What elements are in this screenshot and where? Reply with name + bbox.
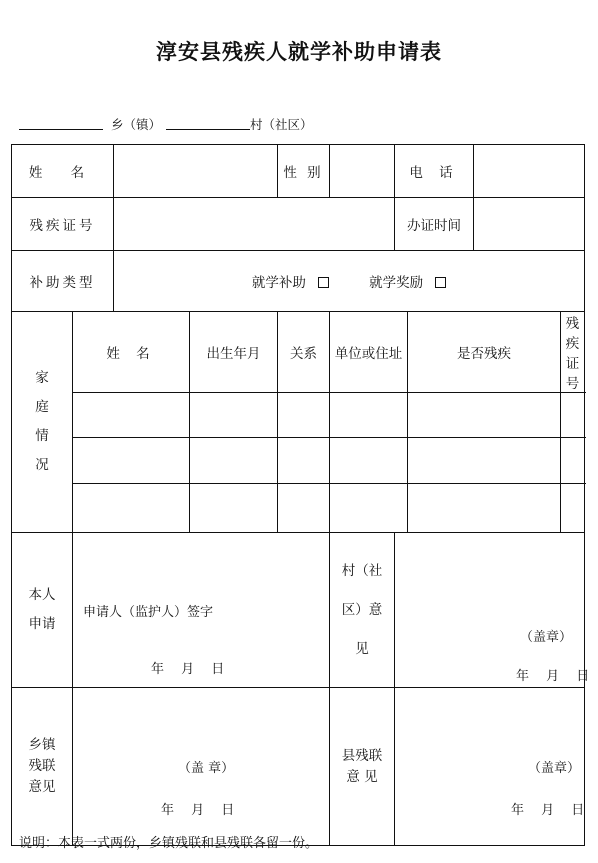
family-col-cert-label: 残疾证号 xyxy=(565,316,580,392)
study-subsidy-checkbox[interactable] xyxy=(318,277,329,288)
subsidy-type-label: 补助类型 xyxy=(29,275,96,291)
self-apply-line-2: 申请 xyxy=(28,616,56,632)
family-cell[interactable] xyxy=(190,393,278,438)
form-note: 说明：本表一式两份，乡镇残联和县残联各留一份。 xyxy=(19,836,319,851)
family-col-disabled xyxy=(408,312,561,393)
family-cell[interactable] xyxy=(73,484,190,533)
village-seal: （盖章） xyxy=(520,630,573,645)
town-date: 年 月 日 xyxy=(161,803,235,818)
family-col-address xyxy=(330,312,408,393)
family-cell[interactable] xyxy=(330,484,408,533)
self-apply-content-cell[interactable] xyxy=(73,533,330,688)
town-federation-line-3: 意见 xyxy=(28,779,56,795)
family-cell[interactable] xyxy=(561,393,585,438)
family-row xyxy=(12,438,585,484)
county-seal: （盖章） xyxy=(528,761,581,776)
family-label-cell xyxy=(12,312,73,533)
application-form-table xyxy=(11,144,590,846)
study-reward-checkbox[interactable] xyxy=(435,277,446,288)
family-cell[interactable] xyxy=(190,484,278,533)
county-federation-line-2: 意 见 xyxy=(346,768,378,785)
town-seal: （盖 章） xyxy=(178,761,235,776)
cert-no-label-cell xyxy=(12,198,114,251)
family-char-3: 情 xyxy=(35,428,49,444)
cert-no-label: 残疾证号 xyxy=(29,218,96,234)
town-federation-line-1: 乡镇 xyxy=(28,737,56,753)
family-cell[interactable] xyxy=(330,393,408,438)
gender-input-cell[interactable] xyxy=(330,145,395,198)
family-row xyxy=(12,393,585,438)
village-opinion-line-1: 村（社 xyxy=(341,562,383,579)
cert-no-input-cell[interactable] xyxy=(114,198,395,251)
village-opinion-label-cell xyxy=(330,533,395,688)
family-cell[interactable] xyxy=(408,393,561,438)
family-cell[interactable] xyxy=(278,438,330,484)
village-opinion-line-3: 见 xyxy=(355,640,369,657)
self-apply-label-cell xyxy=(12,533,73,688)
village-blank[interactable] xyxy=(166,129,250,130)
family-col-relation-label: 关系 xyxy=(290,346,318,362)
form-title: 淳安县残疾人就学补助申请表 xyxy=(156,39,442,64)
family-col-name-label: 姓 名 xyxy=(106,346,156,362)
village-opinion-content-cell[interactable] xyxy=(395,533,590,688)
county-date: 年 月 日 xyxy=(511,803,585,818)
self-apply-date: 年 月 日 xyxy=(151,662,225,677)
gender-label-cell xyxy=(278,145,330,198)
family-col-birth-label: 出生年月 xyxy=(206,346,261,362)
family-cell[interactable] xyxy=(73,393,190,438)
village-label: 村（社区） xyxy=(250,117,313,132)
subsidy-options-cell xyxy=(114,251,585,312)
name-label: 姓 名 xyxy=(28,165,97,181)
study-subsidy-label: 就学补助 xyxy=(251,275,306,291)
family-col-disabled-label: 是否残疾 xyxy=(457,346,512,362)
village-date: 年 月 日 xyxy=(516,669,590,684)
family-col-relation xyxy=(278,312,330,393)
issue-time-input-cell[interactable] xyxy=(474,198,585,251)
study-reward-label: 就学奖励 xyxy=(369,275,424,291)
township-blank[interactable] xyxy=(19,129,103,130)
study-reward-option[interactable] xyxy=(369,275,446,291)
study-subsidy-option[interactable] xyxy=(252,275,333,291)
village-opinion-line-2: 区）意 xyxy=(341,601,383,618)
family-cell[interactable] xyxy=(278,484,330,533)
family-cell[interactable] xyxy=(561,438,585,484)
county-federation-content-cell[interactable] xyxy=(395,688,585,846)
town-federation-label-cell xyxy=(12,688,73,846)
township-label: 乡（镇） xyxy=(111,117,162,132)
subsidy-type-label-cell xyxy=(12,251,114,312)
gender-label: 性 别 xyxy=(283,165,324,181)
county-federation-label-cell xyxy=(330,688,395,846)
issue-time-label: 办证时间 xyxy=(407,218,462,234)
family-cell[interactable] xyxy=(330,438,408,484)
family-row xyxy=(12,484,585,533)
family-char-2: 庭 xyxy=(35,399,49,415)
family-cell[interactable] xyxy=(408,438,561,484)
name-input-cell[interactable] xyxy=(114,145,278,198)
family-col-name xyxy=(73,312,190,393)
town-federation-line-2: 残联 xyxy=(28,758,56,774)
family-col-birth xyxy=(190,312,278,393)
county-federation-line-1: 县残联 xyxy=(341,747,383,764)
family-char-1: 家 xyxy=(35,370,49,386)
signature-label: 申请人（监护人）签字 xyxy=(83,605,214,620)
family-cell[interactable] xyxy=(408,484,561,533)
family-char-4: 况 xyxy=(35,457,49,473)
phone-label: 电 话 xyxy=(409,165,459,181)
family-col-cert xyxy=(561,312,585,393)
family-cell[interactable] xyxy=(278,393,330,438)
self-apply-line-1: 本人 xyxy=(28,587,56,603)
family-cell[interactable] xyxy=(561,484,585,533)
family-cell[interactable] xyxy=(73,438,190,484)
name-label-cell xyxy=(12,145,114,198)
family-cell[interactable] xyxy=(190,438,278,484)
town-federation-content-cell[interactable] xyxy=(73,688,330,846)
family-col-address-label: 单位或住址 xyxy=(334,346,403,362)
phone-label-cell xyxy=(395,145,474,198)
phone-input-cell[interactable] xyxy=(474,145,585,198)
issue-time-label-cell xyxy=(395,198,474,251)
